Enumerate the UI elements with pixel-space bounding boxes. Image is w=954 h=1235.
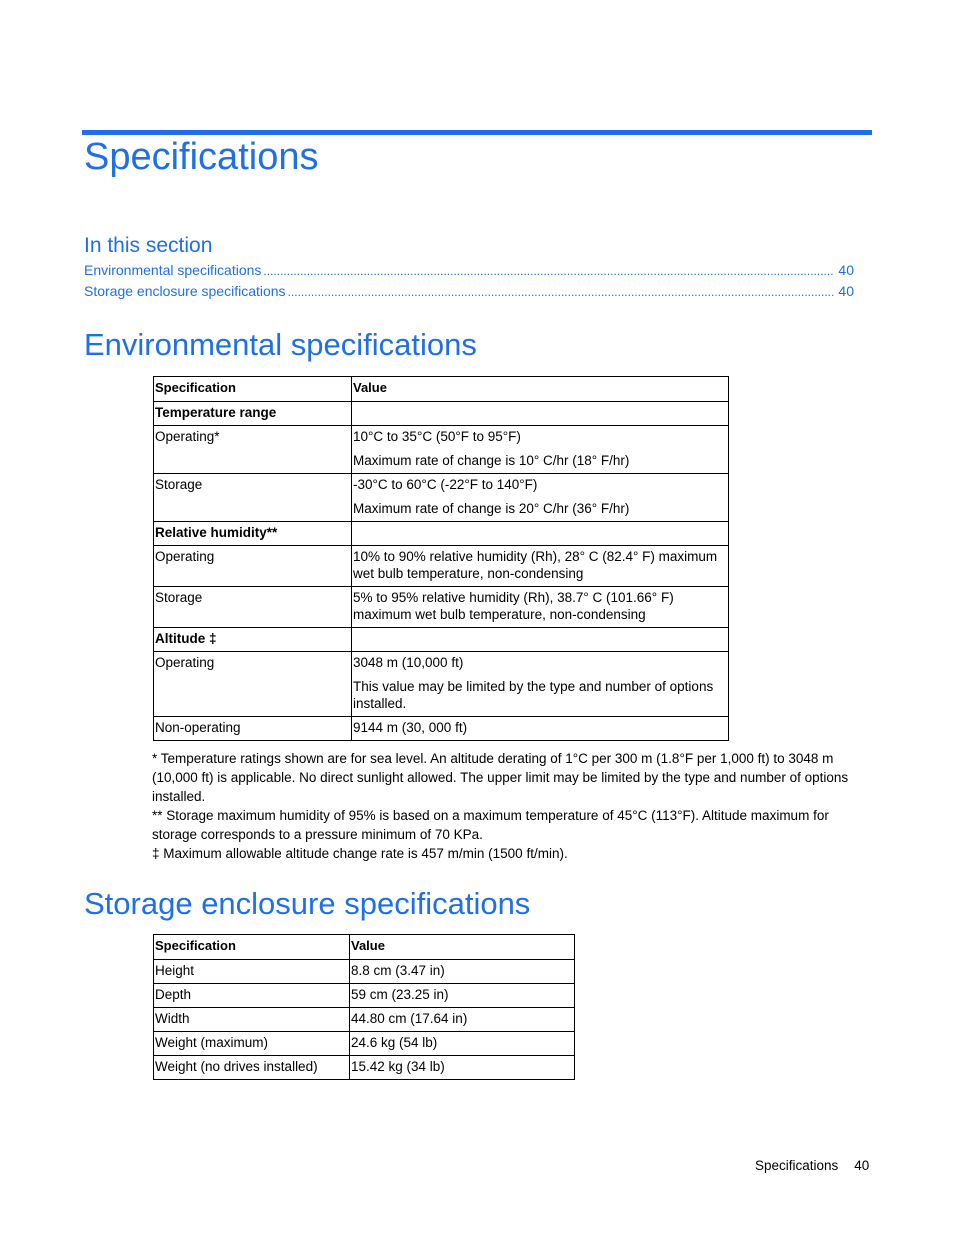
value-cell: 8.8 cm (3.47 in) <box>350 960 575 984</box>
value-cell: 5% to 95% relative humidity (Rh), 38.7° C (101.66° F) maximum wet bulb temperature, non-condensing <box>352 587 729 628</box>
value-line: This value may be limited by the type and number of options installed. <box>353 679 714 711</box>
in-this-section-heading: In this section <box>84 234 213 257</box>
value-cell: 10% to 90% relative humidity (Rh), 28° C (82.4° F) maximum wet bulb temperature, non-condensing <box>352 546 729 587</box>
toc-entry-page: 40 <box>838 262 854 278</box>
chapter-title: Specifications <box>84 136 319 178</box>
footnotes <box>152 749 858 863</box>
footnote: ‡ Maximum allowable altitude change rate is 457 m/min (1500 ft/min). <box>152 846 568 861</box>
page-number: 40 <box>854 1158 870 1173</box>
value-cell: 15.42 kg (34 lb) <box>350 1056 575 1080</box>
table-row <box>154 1032 575 1056</box>
column-header: Specification <box>154 935 350 960</box>
spec-cell: Width <box>154 1008 350 1032</box>
spec-cell: Weight (maximum) <box>154 1032 350 1056</box>
spec-cell: Operating <box>154 546 352 587</box>
spec-cell: Weight (no drives installed) <box>154 1056 350 1080</box>
column-header: Value <box>350 935 575 960</box>
value-cell <box>352 652 729 717</box>
group-row-altitude <box>154 628 729 652</box>
column-header: Specification <box>154 377 352 402</box>
value-cell: 9144 m (30, 000 ft) <box>352 717 729 741</box>
table-row <box>154 1056 575 1080</box>
spec-cell: Storage <box>154 474 352 522</box>
empty-cell <box>352 402 729 426</box>
table-row <box>154 717 729 741</box>
footer-section: Specifications <box>755 1158 839 1173</box>
table-row <box>154 652 729 717</box>
empty-cell <box>352 628 729 652</box>
toc <box>84 262 854 304</box>
value-cell: 44.80 cm (17.64 in) <box>350 1008 575 1032</box>
table-header-row <box>154 377 729 402</box>
spec-cell: Depth <box>154 984 350 1008</box>
group-label: Altitude ‡ <box>154 628 352 652</box>
spec-cell: Non-operating <box>154 717 352 741</box>
group-label: Relative humidity** <box>154 522 352 546</box>
table-row <box>154 426 729 474</box>
empty-cell <box>352 522 729 546</box>
table-row <box>154 587 729 628</box>
toc-leader <box>288 285 835 299</box>
value-line: 10°C to 35°C (50°F to 95°F) <box>353 429 521 444</box>
column-header: Value <box>352 377 729 402</box>
environmental-table <box>153 376 729 741</box>
spec-cell: Height <box>154 960 350 984</box>
value-cell <box>352 426 729 474</box>
toc-link-enclosure[interactable] <box>84 283 854 304</box>
table-row <box>154 546 729 587</box>
value-line: Maximum rate of change is 20° C/hr (36° F/hr) <box>353 501 630 516</box>
table-header-row <box>154 935 575 960</box>
footnote: * Temperature ratings shown are for sea level. An altitude derating of 1°C per 300 m (1.8°F per 1,000 ft) to 3048 m (10,000 ft) is applicable. No direct sunlight allowed. The upper limit may be limited by the type and number of options installed. <box>152 751 849 804</box>
environmental-heading: Environmental specifications <box>84 327 477 362</box>
value-line: -30°C to 60°C (-22°F to 140°F) <box>353 477 538 492</box>
group-row-temperature <box>154 402 729 426</box>
value-cell: 24.6 kg (54 lb) <box>350 1032 575 1056</box>
footnote: ** Storage maximum humidity of 95% is based on a maximum temperature of 45°C (113°F). Altitude maximum for storage corresponds to a pressure minimum of 70 KPa. <box>152 808 829 842</box>
value-line: 3048 m (10,000 ft) <box>353 655 464 670</box>
spec-cell: Storage <box>154 587 352 628</box>
title-rule <box>82 130 872 135</box>
toc-leader <box>263 264 834 278</box>
value-cell <box>352 474 729 522</box>
spec-cell: Operating <box>154 652 352 717</box>
page-footer <box>755 1158 869 1173</box>
toc-link-environmental[interactable] <box>84 262 854 283</box>
group-row-humidity <box>154 522 729 546</box>
table-row <box>154 984 575 1008</box>
table-row <box>154 474 729 522</box>
group-label: Temperature range <box>154 402 352 426</box>
value-line: Maximum rate of change is 10° C/hr (18° F/hr) <box>353 453 630 468</box>
toc-entry-label: Storage enclosure specifications <box>84 283 286 299</box>
spec-cell: Operating* <box>154 426 352 474</box>
enclosure-heading: Storage enclosure specifications <box>84 886 531 921</box>
toc-entry-page: 40 <box>838 283 854 299</box>
table-row <box>154 1008 575 1032</box>
toc-entry-label: Environmental specifications <box>84 262 262 278</box>
enclosure-table <box>153 934 575 1080</box>
table-row <box>154 960 575 984</box>
value-cell: 59 cm (23.25 in) <box>350 984 575 1008</box>
